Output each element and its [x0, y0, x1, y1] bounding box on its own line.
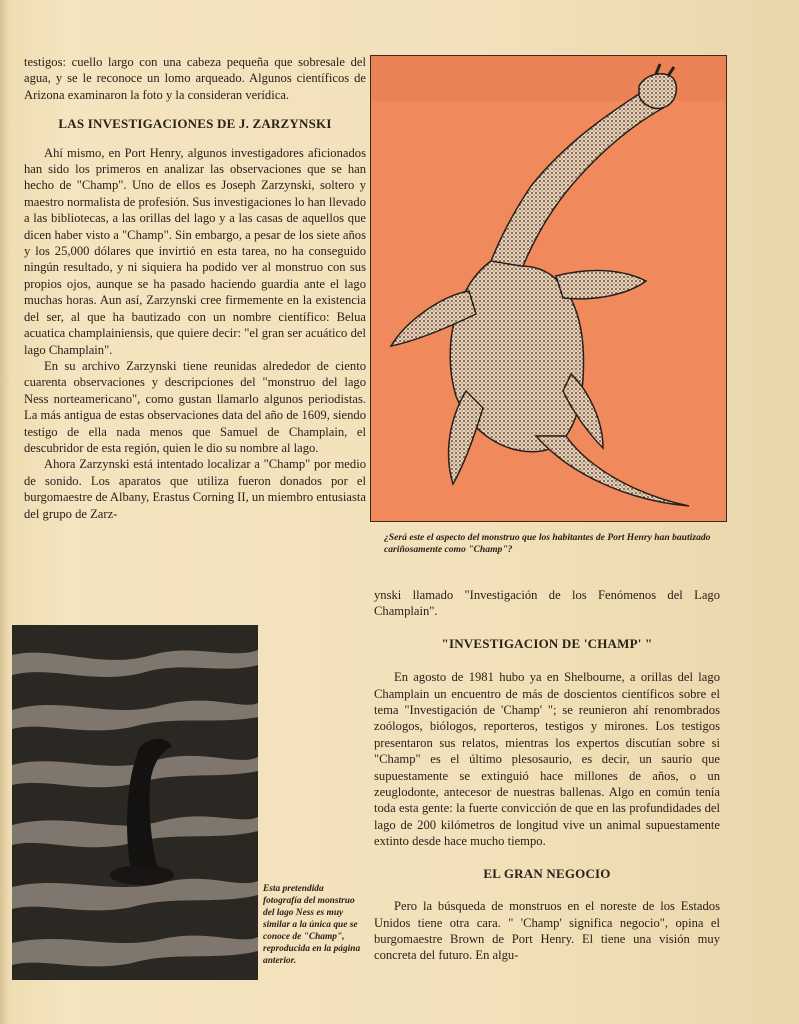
page-crease: [0, 0, 10, 1024]
continuation-paragraph: ynski llamado "Investigación de los Fenómenos del Lago Champlain".: [374, 588, 720, 619]
illustration-caption: ¿Será este el aspecto del monstruo que los habitantes de Port Henry han bautizado cariñosamente como "Champ"?: [384, 532, 711, 555]
paragraph-zarzynski-3: Ahora Zarzynski está intentado localizar a "Champ" por medio de sonido. Los aparatos que utiliza fueron donados por el burgomaestre de Albany, Erastus Corning II, un miembro entusiasta del grupo de Zarz-: [24, 457, 366, 521]
left-text-column: [24, 54, 366, 522]
section-heading-investigacion: "INVESTIGACION DE 'CHAMP' ": [441, 635, 653, 651]
plesiosaur-drawing: [371, 56, 726, 521]
section-heading-zarzynski: LAS INVESTIGACIONES DE J. ZARZYNSKI: [58, 116, 332, 132]
paragraph-investigacion: En agosto de 1981 hubo ya en Shelbourne, a orillas del lago Champlain un encuentro de más de doscientos científicos sobre el tema "Investigación de 'Champ' "; se reunieron ahí renombrados zoólogos, biólogos, reporteros, testigos y mirones. Los testigos presentaron sus relatos, mientras los expertos discutían sobre si "Champ" es el último plesosaurio, es decir, un saurio que supuestamente se extinguió hace millones de años, o un zeuglodonte, antecesor de nuestras ballenas. Algo en común tenía toda esta gente: la fuerte convicción de que en las profundidades del lago de 200 kilómetros de longitud vive un animal supuestamente extinto desde hace mucho tiempo.: [374, 670, 720, 849]
paragraph-zarzynski-1: Ahí mismo, en Port Henry, algunos investigadores aficionados han sido los primeros en analizar las observaciones que se han hecho de "Champ". Uno de ellos es Joseph Zarzynski, soltero y maestro normalista de profesión. Sus investigaciones lo han llevado a las bibliotecas, a las orillas del lago y a las casas de aquellos que dicen haber visto a "Champ". Sin embargo, a pesar de los siete años y los 25,000 dólares que invirtió en esta tarea, no ha conseguido ningún resultado, y ni siquiera ha podido ver al monstruo con sus propios ojos, aunque se ha pasado haciendo guardia ante el lago muchas horas. Aun así, Zarzynski cree firmemente en la existencia del ser, al que ha bautizado con un nombre científico: Belua acuatica champlainiensis, que quiere decir: "el gran ser acuático del lago Champlain".: [24, 145, 366, 357]
photo-image: [12, 625, 258, 980]
right-text-column: [374, 587, 720, 964]
section-heading-negocio: EL GRAN NEGOCIO: [483, 865, 611, 881]
paragraph-zarzynski-2: En su archivo Zarzynski tiene reunidas alrededor de ciento cuarenta observaciones y descripciones del "monstruo del lago Ness norteamericano", como gustan llamarlo algunos periodistas. La más antigua de estas observaciones data del año de 1609, siendo testigo de ella nada menos que Samuel de Champlain, el descubridor de esta región, quien le dio su nombre al lago.: [24, 358, 366, 455]
lake-monster-photo: [12, 625, 258, 980]
photo-caption: Esta pretendida fotografía del monstruo del lago Ness es muy similar a la única que se conoce de "Champ", reproducida en la página anterior.: [263, 884, 361, 966]
monster-illustration: [370, 55, 727, 522]
paragraph-negocio: Pero la búsqueda de monstruos en el noreste de los Estados Unidos tiene otra cara. " 'Champ' significa negocio", opina el burgomaestre Brown de Port Henry. El tiene una visión muy concreta del futuro. En algu-: [374, 899, 720, 963]
intro-paragraph: testigos: cuello largo con una cabeza pequeña que sobresale del agua, y se le reconoce un lomo arqueado. Algunos científicos de Arizona examinaron la foto y la consideran verídica.: [24, 55, 366, 102]
